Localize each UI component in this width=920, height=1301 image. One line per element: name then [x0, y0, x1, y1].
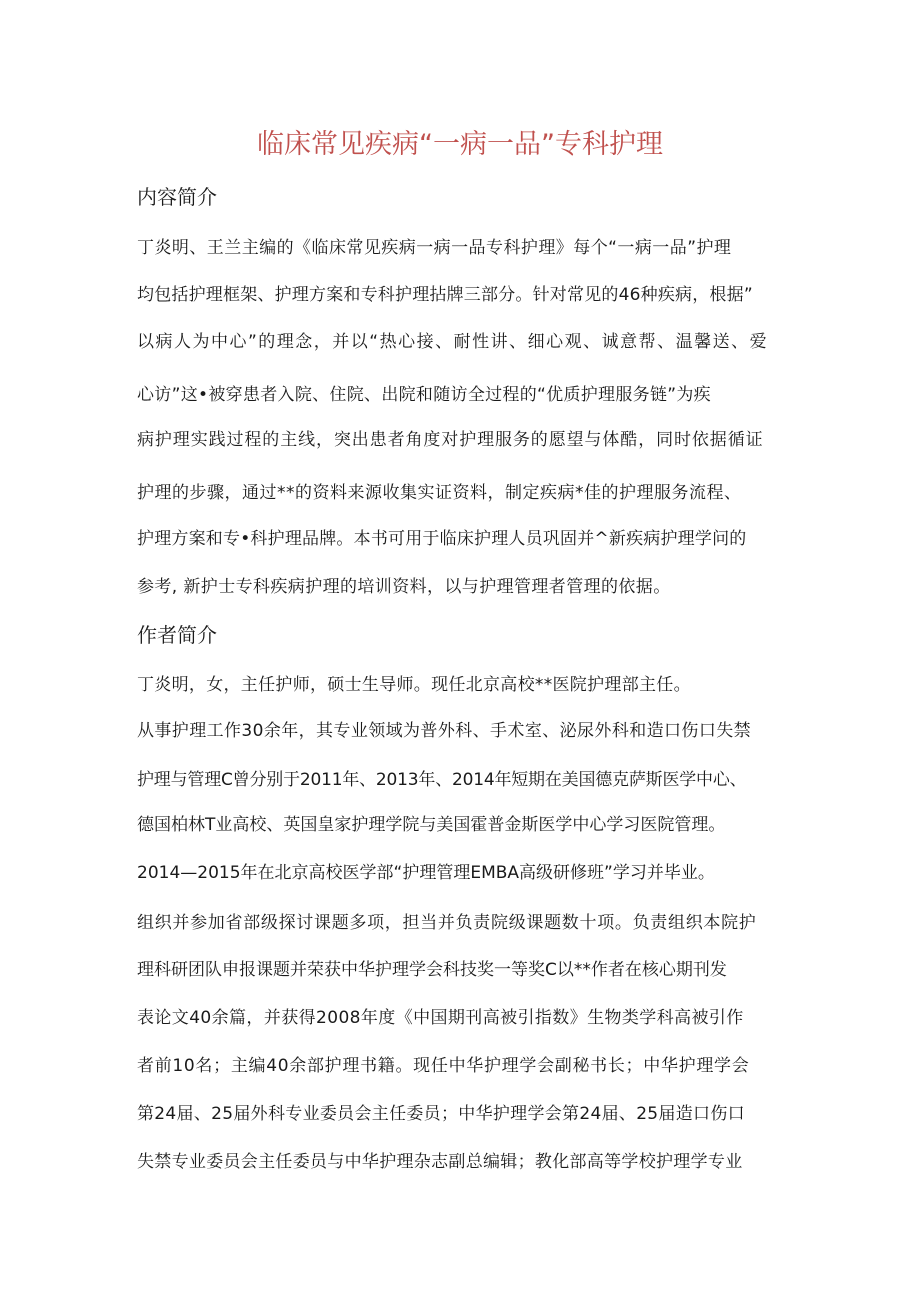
author-line: 者前10名；主编40余部护理书籍。现任中华护理学会副秘书长；中华护理学会 — [137, 1056, 750, 1076]
summary-line: 均包括护理框架、护理方案和专科护理拈牌三部分。针对常见的46种疾病，根据” — [137, 285, 753, 305]
summary-line: 护理的步骤，通过**的资料来源收集实证资料，制定疾病*佳的护理服务流程、 — [137, 483, 742, 503]
summary-line: 护理方案和专•科护理品牌。本书可用于临床护理人员巩固并^新疾病护理学问的 — [137, 529, 747, 549]
author-line: 失禁专业委员会主任委员与中华护理杂志副总编辑；教化部高等学校护理学专业 — [137, 1152, 743, 1172]
author-line: 从事护理工作30余年，其专业领域为普外科、手术室、泌尿外科和造口伤口失禁 — [137, 721, 752, 741]
author-line: 表论文40余篇，并获得2008年度《中国期刊高被引指数》生物类学科高被引作 — [137, 1008, 744, 1028]
document-title: 临床常见疾病“一病一品”专科护理 — [257, 129, 663, 160]
section-heading-author: 作者简介 — [137, 623, 217, 647]
summary-line: 心访”这•被穿患者入院、住院、出院和随访全过程的“优质护理服务链”为疾 — [137, 385, 711, 405]
summary-line: 丁炎明、王兰主编的《临床常见疾病一病一品专科护理》每个“一病一品”护理 — [137, 238, 732, 258]
author-line: 护理与管理C曾分别于2011年、2013年、2014年短期在美国德克萨斯医学中心、 — [137, 770, 747, 790]
author-line: 组织并参加省部级探讨课题多项，担当并负责院级课题数十项。负责组织本院护 — [137, 913, 757, 933]
summary-line: 以病人为中心”的理念，并以“热心接、耐性讲、细心观、诚意帮、温馨送、爱 — [137, 332, 769, 352]
author-line: 丁炎明，女，主任护师，硕士生导师。现任北京高校**医院护理部主任。 — [137, 675, 691, 695]
summary-line: 参考, 新护士专科疾病护理的培训资料，以与护理管理者管理的依据。 — [137, 577, 671, 597]
author-line: 2014—2015年在北京高校医学部“护理管理EMBA高级研修班”学习并毕业。 — [137, 863, 715, 883]
section-heading-summary: 内容简介 — [137, 185, 217, 209]
author-line: 第24届、25届外科专业委员会主任委员；中华护理学会第24届、25届造口伤口 — [137, 1104, 745, 1124]
author-line: 理科研团队申报课题并荣获中华护理学会科技奖一等奖C以**作者在核心期刊发 — [137, 960, 727, 980]
author-line: 德国柏林T业高校、英国皇家护理学院与美国霍普金斯医学中心学习医院管理。 — [137, 815, 726, 835]
summary-line: 病护理实践过程的主线，突出患者角度对护理服务的愿望与体酷，同时依据循证 — [137, 430, 764, 450]
